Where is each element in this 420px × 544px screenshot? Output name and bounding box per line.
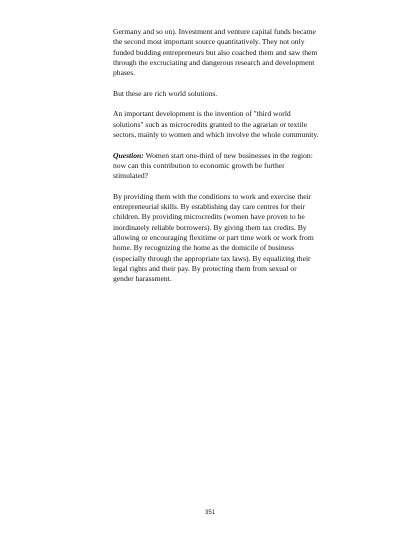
question-label: Question: — [113, 150, 144, 160]
page-number: 351 — [204, 510, 215, 516]
question-paragraph — [113, 151, 319, 182]
paragraph-funding: Germany and so on). Investment and venture capital funds became the second most important source quantitatively. They not only funded budding entrepreneurs but also coached them and saw them through the excruciating and dangerous research and development phases. — [113, 27, 318, 78]
question-text: Women start one-third of new businesses in the region: now can this contribution to economic growth be further stimulated? — [113, 150, 313, 181]
body-text — [113, 27, 319, 295]
paragraph-rich-world: But these are rich world solutions. — [113, 88, 218, 98]
answer-paragraph: By providing them with the conditions to work and exercise their entrepreneurial skills. By establishing day care centres for their children. By providing microcredits (women have proven to be inordinately reliable borrowers). By giving them tax credits. By allowing or encouraging flexitime or part time work or work from home. By recognizing the home as the domicile of business (especially through the appropriate tax laws). By equalizing their legal rights and their pay. By protecting them from sexual or gender harassment. — [113, 191, 314, 284]
paragraph-third-world: An important development is the invention of "third world solutions" such as microcredits granted to the agrarian or textile sectors, mainly to women and which involve the whole community. — [113, 109, 319, 139]
